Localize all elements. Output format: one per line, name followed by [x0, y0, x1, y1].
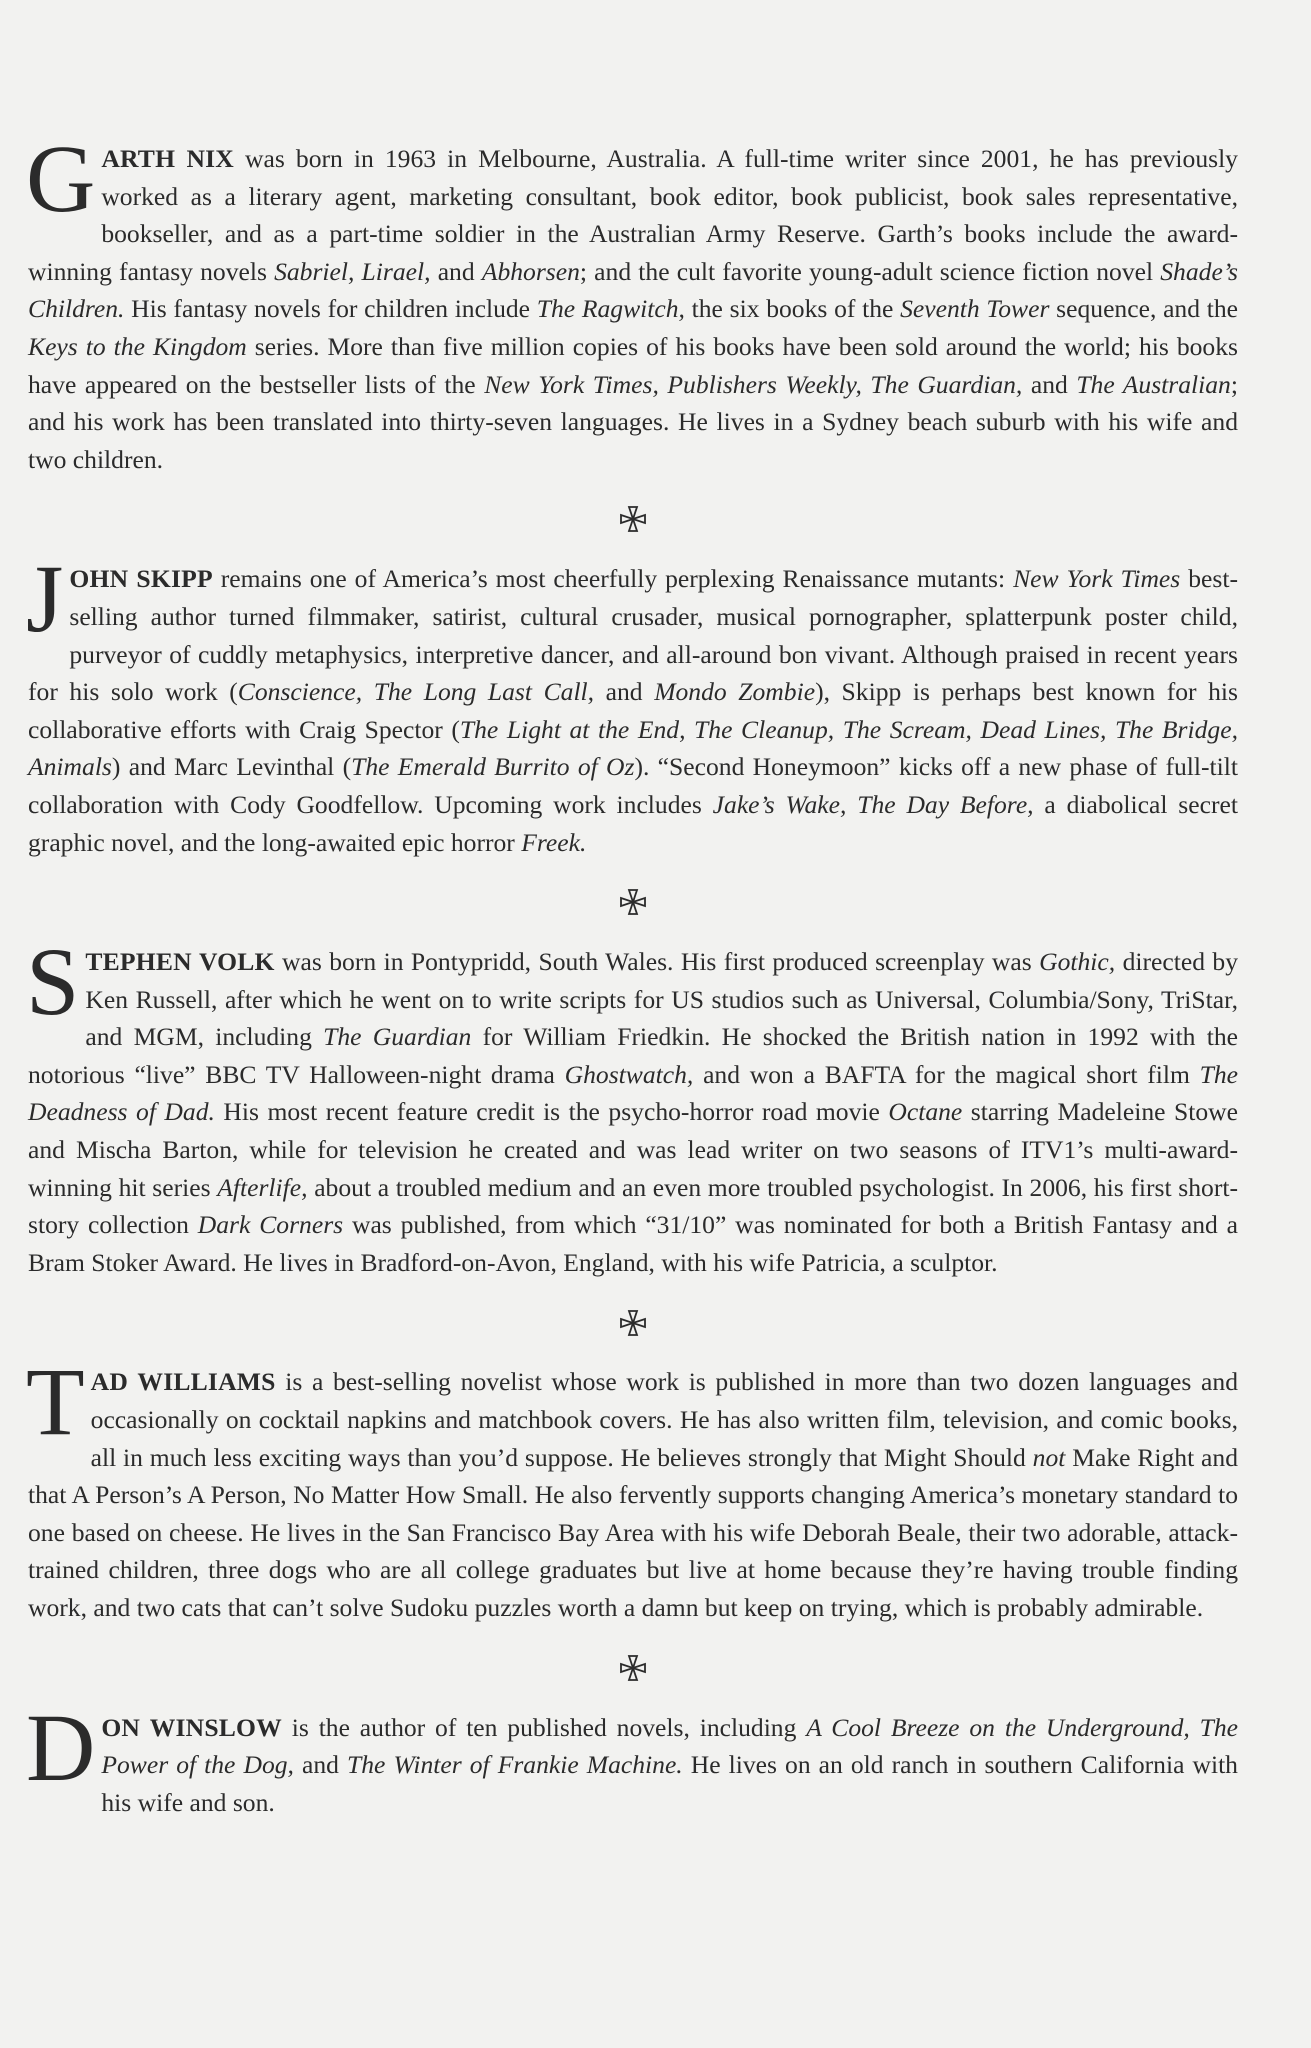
cross-pattee-ornament-icon: [620, 1310, 646, 1336]
bio-text-run: a diabolical secret graphic novel, and the long-awaited epic horror: [28, 789, 1238, 857]
author-name: TEPHEN VOLK: [85, 947, 275, 977]
italic-title: The Ragwitch,: [536, 294, 685, 324]
drop-cap-initial: S: [26, 928, 80, 1036]
bio-text-run: and: [594, 677, 655, 707]
cross-pattee-ornament-icon: [620, 1655, 646, 1681]
italic-title: New York Times: [1013, 564, 1181, 594]
bio-text-run: ; and his work has been translated into thirty-seven languages. He lives in a Sydney beach suburb with his wife and two children.: [28, 369, 1238, 474]
bio-text-run: is a best-selling novelist whose work is published in more than two dozen languages and occasionally on cocktail napkins and matchbook covers. He has also written film, television, and comic books, all in much less exciting ways than you’d suppose. He believes strongly that Might Should: [90, 1367, 1238, 1472]
italic-title: Mondo Zombie: [654, 677, 816, 707]
bio-text: [26, 1348, 1238, 1622]
italic-title: Freek.: [521, 827, 587, 857]
bio-text-run: starring Madeleine Stowe and Mischa Barton, while for television he created and was lead writer on two seasons of ITV1’s multi-award-winning hit series: [28, 1097, 1238, 1202]
italic-title: Jake’s Wake, The Day Before,: [712, 789, 1034, 819]
section-separator: [28, 1281, 1238, 1359]
section-separator: [28, 1627, 1238, 1705]
bio-text-run: His most recent feature credit is the psycho-horror road movie: [214, 1097, 889, 1127]
cross-pattee-ornament-icon: [620, 889, 646, 915]
italic-title: The Australian: [1076, 369, 1231, 399]
section-separator: [28, 478, 1238, 556]
cross-pattee-ornament-icon: [620, 506, 646, 532]
bio-text-run: was born in Pontypridd, South Wales. His first produced screenplay was: [274, 947, 1040, 977]
bio-text-run: and: [293, 1750, 348, 1780]
drop-cap-initial: J: [26, 545, 64, 653]
italic-title: The Emerald Burrito of Oz: [351, 752, 635, 782]
bio-text: [26, 545, 1239, 857]
bio-text-run: directed by Ken Russell, after which he went on to write scripts for US studios such as Universal, Columbia/Sony, TriStar, and MGM, including: [85, 947, 1238, 1052]
bio-john-skipp: [26, 545, 1239, 861]
italic-title: A Cool Breeze on the Underground, The Power of the Dog,: [101, 1712, 1238, 1780]
italic-title: New York Times, Publishers Weekly, The Guardian,: [484, 369, 1023, 399]
bio-text-run: the six books of the: [684, 294, 901, 324]
bio-text-run: and: [430, 256, 482, 286]
contributors-page: [26, 125, 1239, 1821]
italic-title: Keys to the Kingdom: [28, 331, 247, 361]
bio-text-run: for William Friedkin. He shocked the British nation in 1992 with the notorious “live” BBC TV Halloween-night drama: [28, 1022, 1238, 1089]
italic-title: Sabriel, Lirael,: [274, 256, 431, 286]
bio-text-run: and: [1022, 369, 1077, 399]
bio-text-run: is the author of ten published novels, including: [281, 1712, 807, 1742]
bio-text-run: and won a BAFTA for the magical short film: [693, 1059, 1200, 1089]
bio-text: [26, 125, 1238, 474]
italic-title: Octane: [888, 1097, 963, 1127]
bio-tad-williams: [26, 1348, 1238, 1626]
bio-don-winslow: [26, 1693, 1238, 1822]
bio-text-run: about a troubled medium and an even more troubled psychologist. In 2006, his first short-story collection: [28, 1172, 1238, 1240]
author-name: ON WINSLOW: [101, 1712, 282, 1742]
bio-text: [26, 928, 1239, 1277]
bio-text-run: was published, from which “31/10” was nominated for both a British Fantasy and a Bram Stoker Award. He lives in Bradford-on-Avon, England, with his wife Patricia, a sculptor.: [28, 1210, 1239, 1277]
drop-cap-initial: D: [26, 1693, 96, 1801]
drop-cap-initial: T: [26, 1348, 85, 1456]
italic-title: Dark Corners: [197, 1210, 344, 1240]
bio-text-run: was born in 1963 in Melbourne, Australia. A full-time writer since 2001, he has previously worked as a literary agent, marketing consultant, book editor, book publicist, book sales representative, bookseller, and as a part-time soldier in the Australian Army Reserve. Garth’s books include the award-winning fantasy novels: [28, 144, 1238, 286]
italic-title: not: [1032, 1442, 1066, 1472]
bio-text-run: His fantasy novels for children include: [124, 294, 537, 324]
italic-title: The Deadness of Dad.: [28, 1059, 1238, 1127]
bio-text-run: Make Right and that A Person’s A Person, No Matter How Small. He also fervently supports changing America’s monetary standard to one based on cheese. He lives in the San Francisco Bay Area with his wife Deborah Beale, their two adorable, attack-trained children, three dogs who are all college graduates but live at home because they’re having trouble finding work, and two cats that can’t solve Sudoku puzzles worth a damn but keep on trying, which is probably admirable.: [28, 1442, 1238, 1622]
italic-title: The Light at the End, The Cleanup, The Scream, Dead Lines, The Bridge, Animals: [28, 714, 1238, 782]
bio-text-run: ). “Second Honeymoon” kicks off a new phase of full-tilt collaboration with Cody Goodfellow. Upcoming work includes: [28, 752, 1238, 819]
author-name: AD WILLIAMS: [90, 1367, 276, 1397]
italic-title: Shade’s Children.: [28, 256, 1238, 324]
bio-garth-nix: [26, 125, 1238, 478]
bio-text-run: ; and the cult favorite young-adult science fiction novel: [579, 256, 1161, 286]
bio-stephen-volk: [26, 928, 1239, 1281]
italic-title: The Winter of Frankie Machine.: [347, 1750, 683, 1780]
bio-text-run: He lives on an old ranch in southern California with his wife and son.: [101, 1750, 1238, 1817]
italic-title: Abhorsen: [481, 256, 580, 286]
italic-title: The Guardian: [323, 1022, 472, 1052]
italic-title: Gothic,: [1039, 947, 1116, 977]
author-name: ARTH NIX: [101, 144, 234, 173]
bio-text-run: ), Skipp is perhaps best known for his collaborative efforts with Craig Spector (: [28, 677, 1239, 744]
bio-text-run: remains one of America’s most cheerfully perplexing Renaissance mutants:: [212, 564, 1014, 594]
section-separator: [28, 861, 1238, 939]
bio-text-run: ) and Marc Levinthal (: [111, 752, 352, 782]
italic-title: Conscience, The Long Last Call,: [237, 677, 595, 707]
bio-text-run: best-selling author turned filmmaker, satirist, cultural crusader, musical pornographer, splatterpunk poster child, purveyor of cuddly metaphysics, interpretive dancer, and all-around bon vivant. Although praised in recent years for his solo work (: [28, 564, 1238, 707]
italic-title: Seventh Tower: [900, 294, 1050, 324]
drop-cap-initial: G: [26, 125, 96, 232]
italic-title: Afterlife,: [217, 1172, 308, 1202]
italic-title: Ghostwatch,: [564, 1059, 694, 1089]
bio-text-run: series. More than five million copies of his books have been sold around the world; his books have appeared on the bestseller lists of the: [28, 331, 1238, 399]
author-name: OHN SKIPP: [69, 564, 213, 594]
bio-text-run: sequence, and the: [1049, 294, 1238, 324]
